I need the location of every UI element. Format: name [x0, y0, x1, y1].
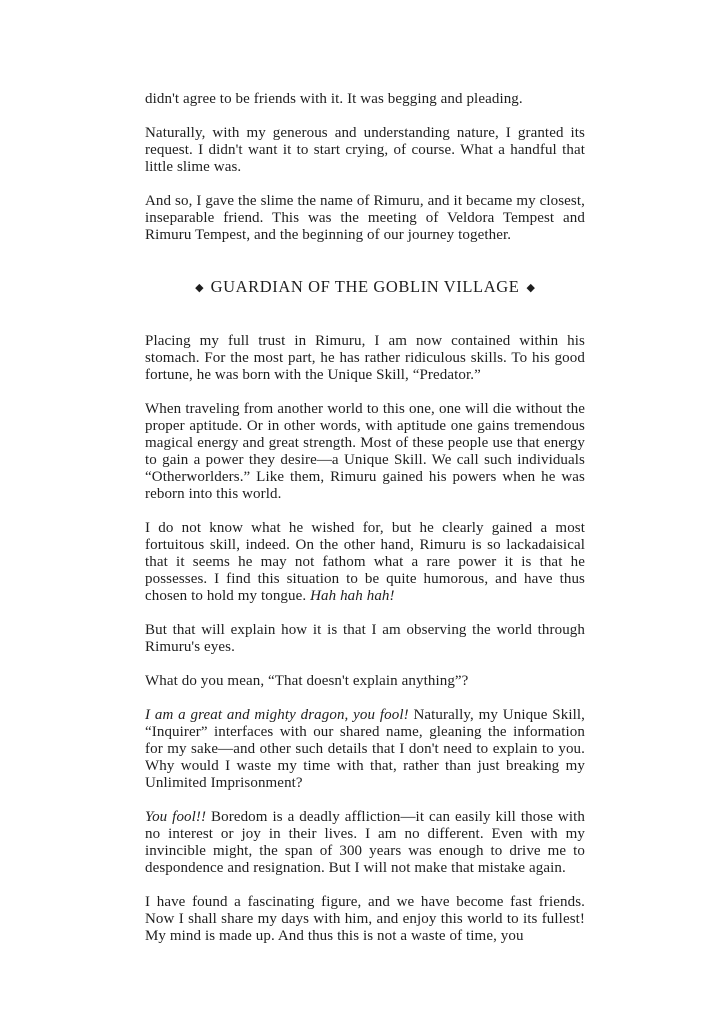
body-after-heading	[145, 333, 585, 945]
text-segment: I do not know what he wished for, but he clearly gained a most fortuitous skill, indeed. On the other hand, Rimuru is so lackadaisical that it seems he may not fathom what a rare power it is that he possesses. I find this situation to be quite humorous, and have thus chosen to hold my tongue.	[145, 519, 585, 604]
italic-text-segment: You fool!!	[145, 808, 207, 825]
text-column	[145, 91, 585, 945]
text-segment: Naturally, my Unique Skill, “Inquirer” interfaces with our shared name, gleaning the information for my sake—and other such details that I don't need to explain to you. Why would I waste my time with that, rather than just breaking my Unlimited Imprisonment?	[145, 706, 585, 791]
paragraph	[145, 333, 585, 384]
paragraph	[145, 622, 585, 656]
paragraph	[145, 894, 585, 945]
paragraph	[145, 707, 585, 792]
text-segment: I have found a fascinating figure, and we have become fast friends. Now I shall share my days with him, and enjoy this world to its fullest! My mind is made up. And thus this is not a waste of time, you	[145, 893, 585, 944]
text-segment: When traveling from another world to this one, one will die without the proper aptitude. Or in other words, with aptitude one gains tremendous magical energy and great strength. Most of these people use that energy to gain a power they desire—a Unique Skill. We call such individuals “Otherworlders.” Like them, Rimuru gained his powers when he was reborn into this world.	[145, 400, 585, 502]
section-heading	[145, 277, 585, 298]
paragraph	[145, 91, 585, 108]
text-segment: Naturally, with my generous and understanding nature, I granted its request. I didn't want it to start crying, of course. What a handful that little slime was.	[145, 125, 585, 175]
paragraph	[145, 673, 585, 690]
paragraph	[145, 401, 585, 503]
section-heading-title: GUARDIAN OF THE GOBLIN VILLAGE	[210, 277, 520, 296]
paragraph	[145, 125, 585, 176]
italic-text-segment: Hah hah hah!	[310, 587, 395, 604]
body-before-heading	[145, 91, 585, 244]
text-segment: What do you mean, “That doesn't explain anything”?	[145, 672, 469, 689]
text-segment: Boredom is a deadly affliction—it can easily kill those with no interest or joy in their lives. I am no different. Even with my invincible might, the span of 300 years was enough to drive me to despondence and resignation. But I will not make that mistake again.	[145, 808, 585, 876]
text-segment: didn't agree to be friends with it. It was begging and pleading.	[145, 91, 523, 107]
diamond-icon: ◆	[526, 281, 535, 294]
italic-text-segment: I am a great and mighty dragon, you fool!	[145, 706, 409, 723]
diamond-icon: ◆	[195, 281, 204, 294]
text-segment: But that will explain how it is that I am observing the world through Rimuru's eyes.	[145, 621, 585, 655]
paragraph	[145, 193, 585, 244]
text-segment: And so, I gave the slime the name of Rimuru, and it became my closest, inseparable friend. This was the meeting of Veldora Tempest and Rimuru Tempest, and the beginning of our journey together.	[145, 193, 585, 243]
paragraph	[145, 809, 585, 877]
text-segment: Placing my full trust in Rimuru, I am now contained within his stomach. For the most part, he has rather ridiculous skills. To his good fortune, he was born with the Unique Skill, “Predator.”	[145, 332, 585, 383]
paragraph	[145, 520, 585, 605]
